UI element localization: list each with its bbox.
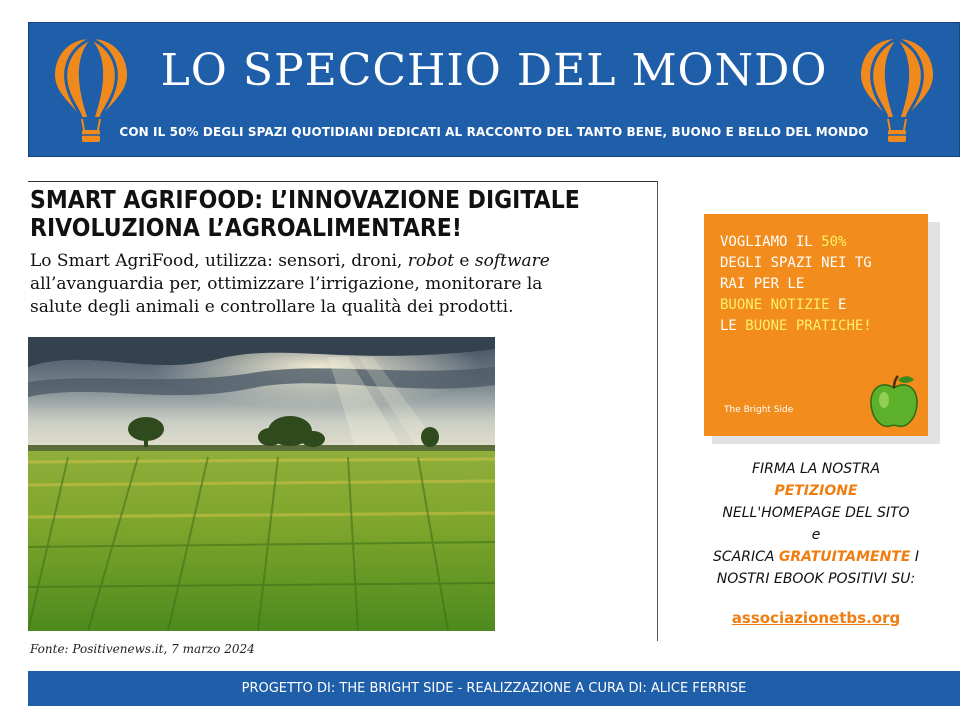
lead-text: e <box>454 251 475 271</box>
campaign-card-text <box>720 232 920 337</box>
green-apple-icon <box>868 374 920 430</box>
masthead-title: LO SPECCHIO DEL MONDO <box>160 45 828 96</box>
article-lead <box>30 250 590 319</box>
petition-line: e <box>811 527 821 543</box>
petition-line: FIRMA LA NOSTRA <box>751 461 881 477</box>
farmland-illustration <box>28 337 495 631</box>
lead-term-robot: robot <box>407 251 455 271</box>
masthead-tagline: CON IL 50% DEGLI SPAZI QUOTIDIANI DEDICATI AL RACCONTO DEL TANTO BENE, BUONO E BELLO DEL MONDO <box>119 125 869 139</box>
article-source: Fonte: Positivenews.it, 7 marzo 2024 <box>30 642 255 656</box>
card-text: RAI PER LE <box>720 276 805 292</box>
lead-text: all’avanguardia per, ottimizzare l’irrigazione, monitorare la salute degli animali e controllare la qualità dei prodotti. <box>30 274 543 317</box>
card-highlight: 50% <box>821 234 847 250</box>
petition-line <box>680 546 952 568</box>
card-text: VOGLIAMO IL <box>720 234 822 250</box>
lead-text: Lo Smart AgriFood, utilizza: sensori, droni, <box>30 251 408 271</box>
petition-text: I <box>910 549 920 565</box>
petition-line: NELL'HOMEPAGE DEL SITO <box>722 505 910 521</box>
campaign-card <box>704 214 928 436</box>
column-divider <box>657 181 658 641</box>
card-brand: The Bright Side <box>724 405 794 415</box>
card-highlight: BUONE NOTIZIE <box>720 297 830 313</box>
article-headline <box>30 185 580 242</box>
hot-air-balloon-icon <box>857 35 937 145</box>
petition-text: SCARICA <box>712 549 779 565</box>
petition-callout <box>680 458 952 590</box>
card-highlight: BUONE PRATICHE! <box>745 318 872 334</box>
petition-line-highlight: PETIZIONE <box>774 483 858 499</box>
article-photo-farmland <box>28 337 495 631</box>
headline-line: SMART AGRIFOOD: L’INNOVAZIONE DIGITALE <box>30 185 580 214</box>
card-text: E <box>829 297 847 313</box>
card-text: DEGLI SPAZI NEI TG <box>720 255 872 271</box>
petition-highlight: GRATUITAMENTE <box>778 549 911 565</box>
card-text: LE <box>720 318 746 334</box>
footer-credits: PROGETTO DI: THE BRIGHT SIDE - REALIZZAZIONE A CURA DI: ALICE FERRISE <box>28 671 960 706</box>
headline-line: RIVOLUZIONA L’AGROALIMENTARE! <box>30 213 462 242</box>
lead-term-software: software <box>474 251 550 271</box>
petition-line: NOSTRI EBOOK POSITIVI SU: <box>716 571 916 587</box>
masthead-banner <box>28 22 960 157</box>
article-top-rule <box>28 181 658 182</box>
website-link[interactable]: associazionetbs.org <box>731 609 901 627</box>
